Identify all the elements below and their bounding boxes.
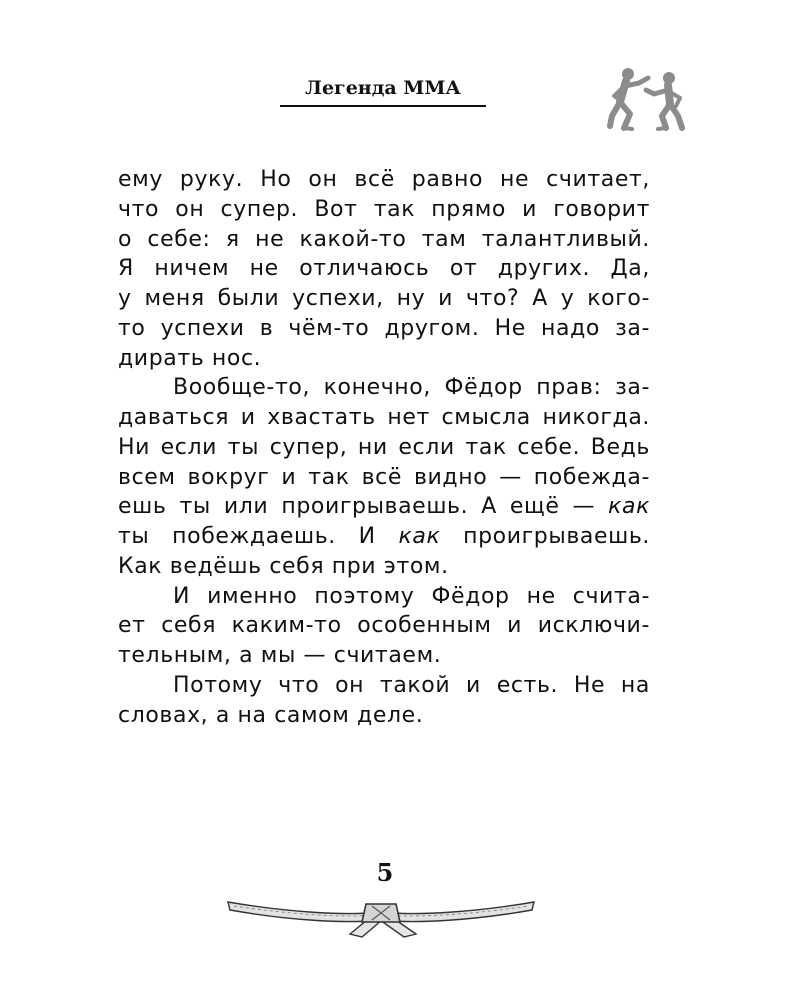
text-line: Вообще-то, конечно, Фёдор прав: за-	[173, 375, 650, 401]
text-line: всем вокруг и так всё видно — побежда-	[118, 464, 650, 490]
text-line: тельным, а мы — считаем.	[118, 643, 442, 668]
text-fragment: ты побеждаешь. И	[118, 524, 399, 549]
text-line: Потому что он такой и есть. Не на	[173, 672, 650, 698]
text-line: Как ведёшь себя при этом.	[118, 553, 449, 579]
text-line: И именно поэтому Фёдор не счита-	[173, 583, 650, 609]
text-fragment: ешь ты или проигрываешь. А ещё —	[118, 494, 609, 520]
karate-belt-icon	[226, 892, 536, 938]
text-line: Я ничем не отличаюсь от других. Да,	[118, 256, 650, 282]
text-line: то успехи в чём-то другом. Не надо за-	[118, 315, 650, 341]
main-text	[118, 165, 650, 730]
text-line: дирать нос.	[118, 345, 262, 371]
fighters-icon	[606, 66, 688, 134]
text-line: ему руку. Но он всё равно не считает,	[118, 167, 650, 192]
text-line: у меня были успехи, ну и что? А у кого-	[118, 286, 650, 311]
text-line: даваться и хвастать нет смысла никогда.	[118, 405, 650, 430]
book-title: Легенда ММА	[280, 76, 486, 107]
text-line: ет себя каким-то особенным и исключи-	[118, 613, 650, 639]
text-line: словах, а на самом деле.	[118, 702, 424, 728]
text-line-mixed	[118, 522, 650, 552]
text-line: Ни если ты супер, ни если так себе. Ведь	[118, 434, 650, 460]
page-number: 5	[376, 858, 394, 887]
text-line-mixed	[118, 492, 650, 522]
text-emphasis: как	[398, 524, 441, 549]
text-line: о себе: я не какой-то там талантливый.	[118, 226, 650, 252]
running-header	[280, 76, 486, 107]
text-line: что он супер. Вот так прямо и говорит	[118, 196, 650, 222]
text-emphasis: как	[608, 494, 650, 520]
text-fragment: проигрываешь.	[440, 524, 651, 549]
